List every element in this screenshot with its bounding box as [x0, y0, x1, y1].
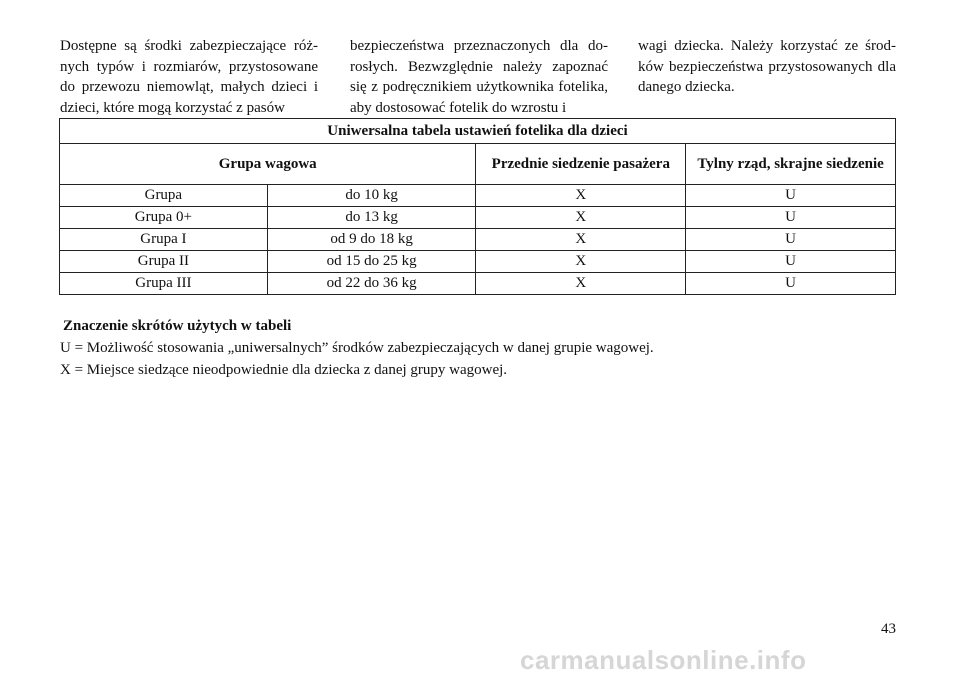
cell-rear: U: [686, 251, 896, 273]
cell-group: Grupa II: [60, 251, 268, 273]
cell-rear: U: [686, 185, 896, 207]
cell-weight: do 13 kg: [267, 207, 476, 229]
page-number: 43: [881, 621, 896, 637]
cell-front: X: [476, 273, 686, 295]
cell-group: Grupa III: [60, 273, 268, 295]
cell-front: X: [476, 185, 686, 207]
table-title: Uniwersalna tabela ustawień fotelika dla dzieci: [60, 119, 896, 144]
child-seat-table: [59, 118, 896, 295]
legend-x-line: X = Miejsce siedzące nieodpowiednie dla dziecka z danej grupy wagowej.: [60, 362, 508, 378]
table-row: [60, 229, 896, 251]
cell-group: Grupa I: [60, 229, 268, 251]
cell-rear: U: [686, 207, 896, 229]
intro-column-1: Dostępne są środki zabezpieczające różnych typów i rozmiarów, przystosowane do przewozu niemowląt, małych dzieci i dzieci, które mogą korzystać z pasów: [60, 38, 318, 116]
table-row: [60, 273, 896, 295]
legend: [60, 316, 890, 380]
cell-weight: od 22 do 36 kg: [267, 273, 476, 295]
table-row: [60, 185, 896, 207]
cell-rear: U: [686, 273, 896, 295]
cell-front: X: [476, 207, 686, 229]
table-header-row: [60, 144, 896, 185]
cell-front: X: [476, 229, 686, 251]
table-title-row: [60, 119, 896, 144]
header-weight-group: Grupa wagowa: [60, 144, 476, 185]
intro-column-3: wagi dziecka. Należy korzystać ze środków bezpieczeństwa przystosowanych dla danego dziecka.: [638, 38, 896, 95]
intro-column-2: bezpieczeństwa przeznaczonych dla dorosłych. Bezwzględnie należy zapoznać się z podręcznikiem użytkownika fotelika, aby dostosować fotelik do wzrostu i: [350, 38, 608, 116]
cell-group: Grupa: [60, 185, 268, 207]
cell-front: X: [476, 251, 686, 273]
table-row: [60, 251, 896, 273]
cell-rear: U: [686, 229, 896, 251]
table-row: [60, 207, 896, 229]
header-front-passenger: Przednie siedzenie pasażera: [476, 144, 686, 185]
header-rear-outer-seat: Tylny rząd, skrajne siedzenie: [686, 144, 896, 185]
cell-weight: do 10 kg: [267, 185, 476, 207]
cell-group: Grupa 0+: [60, 207, 268, 229]
cell-weight: od 9 do 18 kg: [267, 229, 476, 251]
watermark: carmanualsonline.info: [520, 645, 807, 675]
cell-weight: od 15 do 25 kg: [267, 251, 476, 273]
legend-u-line: U = Możliwość stosowania „uniwersalnych” środków zabezpieczających w danej grupie wagowej.: [60, 340, 654, 356]
legend-title: Znaczenie skrótów użytych w tabeli: [63, 318, 292, 334]
